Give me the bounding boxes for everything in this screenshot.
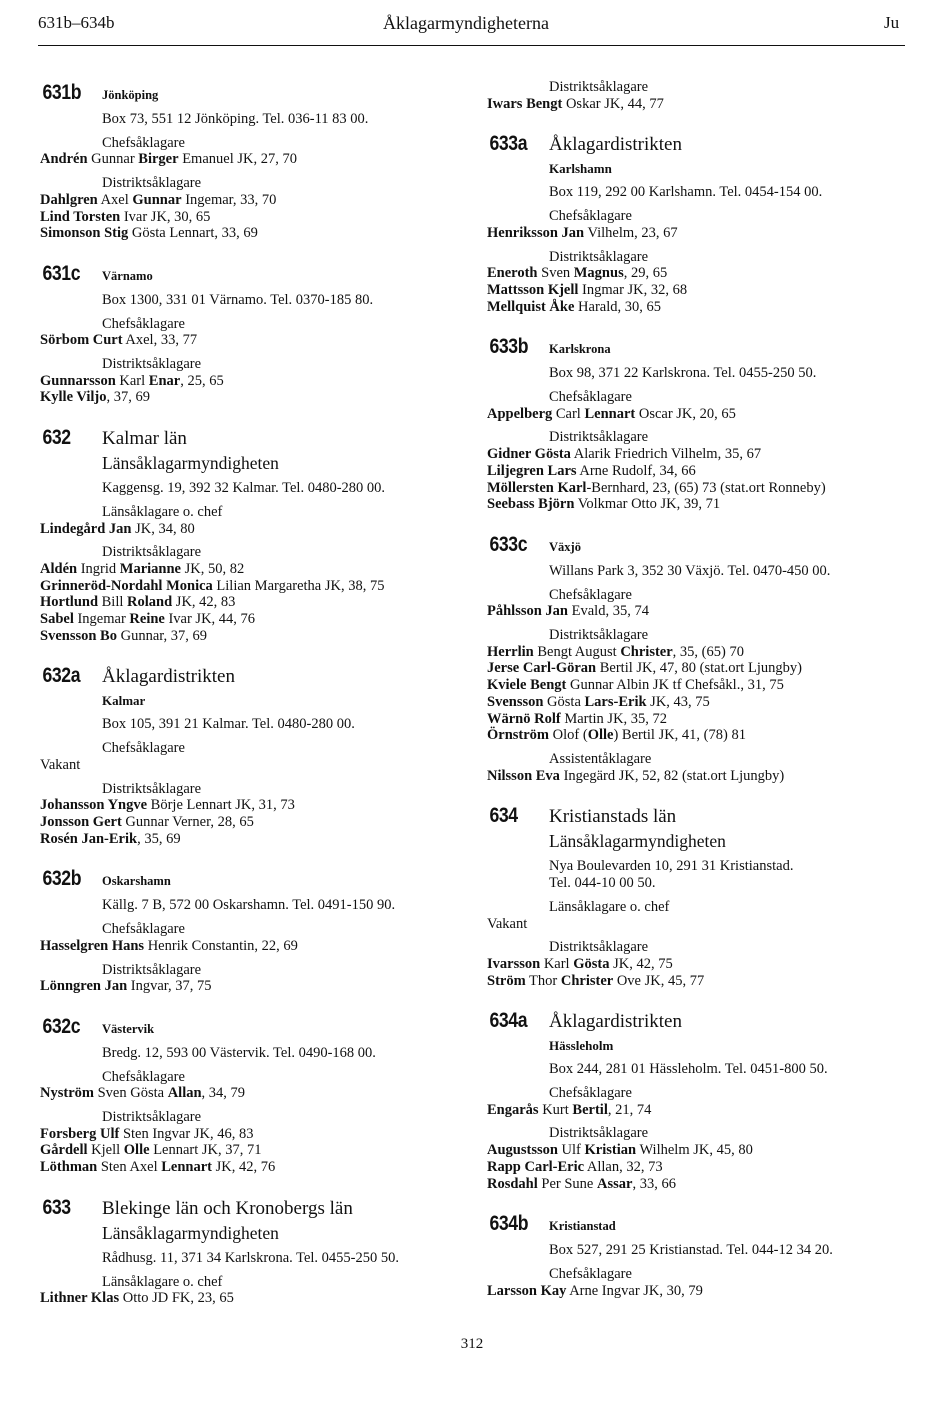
section-title: Åklagardistrikten (102, 666, 235, 688)
person-entry (487, 1283, 907, 1300)
name-bold: Dahlgren (40, 191, 98, 208)
name-regular: Börje Lennart JK, 31, 73 (147, 797, 295, 814)
name-bold: Christer (560, 972, 614, 989)
name-bold: Augustsson (487, 1142, 558, 1159)
name-regular: Oskar JK, 44, 77 (562, 95, 664, 112)
name-regular: Thor (525, 972, 561, 989)
name-regular: Henrik Constantin, 22, 69 (144, 937, 298, 954)
name-regular: Ingegärd JK, 52, 82 (stat.ort Ljungby) (559, 767, 785, 784)
address: Box 1300, 331 01 Värnamo. Tel. 0370-185 80. (102, 291, 374, 308)
name-regular: Olof ( (549, 727, 588, 744)
name-regular: , 35, (65) 70 (672, 643, 744, 660)
person-entry (40, 192, 460, 209)
person-entry (40, 151, 460, 168)
name-regular: Gunnar, 37, 69 (116, 627, 207, 644)
name-bold: Roland (127, 594, 173, 611)
name-regular: Ulf (557, 1142, 585, 1159)
role-title: Distriktsåklagare (102, 1109, 202, 1126)
name-bold: Magnus (573, 265, 624, 282)
section-heading (487, 1009, 907, 1033)
name-regular: JK, 50, 82 (180, 560, 245, 577)
name-bold: Sabel (40, 611, 74, 628)
name-bold: Lind Torsten (40, 208, 121, 225)
name-bold: Svensson (487, 693, 544, 710)
person-entry (487, 225, 907, 242)
name-bold: Svensson Bo (40, 627, 117, 644)
person-entry (40, 628, 460, 645)
section-title: Västervik (102, 1021, 155, 1036)
name-bold: Wärnö Rolf (487, 710, 561, 727)
name-regular: Gunnar (87, 151, 139, 168)
section-title: Åklagardistrikten (549, 1011, 682, 1033)
name-regular: Per Sune (537, 1175, 597, 1192)
name-bold: Lönngren Jan (40, 978, 128, 995)
section-number: 632 (42, 426, 71, 450)
person-entry (40, 938, 460, 955)
person-entry (487, 644, 907, 661)
address-continued: Tel. 044-10 00 50. (549, 875, 656, 892)
section-number: 634b (489, 1212, 529, 1236)
name-bold: Olle (587, 727, 614, 744)
role-title: Distriktsåklagare (102, 544, 202, 561)
section-heading (40, 426, 460, 450)
role-title: Distriktsåklagare (549, 1125, 649, 1142)
role-title: Distriktsåklagare (102, 175, 202, 192)
role-title: Chefsåklagare (102, 921, 185, 938)
address: Källg. 7 B, 572 00 Oskarshamn. Tel. 0491-150 90. (102, 897, 396, 914)
section-heading (40, 1015, 460, 1039)
name-regular: -Bernhard, 23, (65) 73 (stat.ort Ronneby) (586, 479, 826, 496)
name-bold: Påhlsson Jan (487, 603, 568, 620)
person-entry (487, 1176, 907, 1193)
name-bold: Eneroth (487, 265, 538, 282)
section-number: 633 (42, 1195, 71, 1219)
address: Box 105, 391 21 Kalmar. Tel. 0480-280 00. (102, 716, 355, 733)
name-regular: Sten Ingvar JK, 46, 83 (119, 1125, 254, 1142)
name-regular: Gunnar Albin JK tf Chefsåkl., 31, 75 (566, 677, 784, 694)
person-entry (487, 768, 907, 785)
name-regular: Otto JD FK, 23, 65 (119, 1290, 234, 1307)
name-bold: Gösta (573, 955, 610, 972)
name-bold: Gunnarsson (40, 372, 116, 389)
role-title: Chefsåklagare (102, 134, 185, 151)
name-regular: Ingrid (77, 560, 120, 577)
name-bold: Forsberg Ulf (40, 1125, 120, 1142)
role-title: Chefsåklagare (102, 740, 185, 757)
role-title: Distriktsåklagare (102, 961, 202, 978)
section-heading (487, 132, 907, 156)
person-entry (40, 332, 460, 349)
role-title: Länsåklagare o. chef (102, 503, 223, 520)
name-regular: ) Bertil JK, 41, (78) 81 (613, 727, 746, 744)
person-entry (487, 603, 907, 620)
person-entry (40, 1085, 460, 1102)
name-bold: Herrlin (487, 643, 534, 660)
address: Box 527, 291 25 Kristianstad. Tel. 044-12 34 20. (549, 1242, 833, 1259)
name-bold: Jonsson Gert (40, 813, 122, 830)
address: Box 119, 292 00 Karlshamn. Tel. 0454-154 00. (549, 184, 823, 201)
name-regular: , 34, 79 (201, 1085, 246, 1102)
role-title: Chefsåklagare (102, 315, 185, 332)
name-regular: Allan, 32, 73 (584, 1158, 663, 1175)
name-bold: Lithner Klas (40, 1290, 120, 1307)
person-entry (487, 711, 907, 728)
person-entry (487, 282, 907, 299)
role-title: Länsåklagare o. chef (102, 1273, 223, 1290)
role-title: Distriktsåklagare (549, 627, 649, 644)
name-regular: Sten Axel (97, 1159, 162, 1176)
name-regular: Ivar JK, 30, 65 (120, 208, 211, 225)
role-title: Distriktsåklagare (549, 79, 649, 95)
address: Willans Park 3, 352 30 Växjö. Tel. 0470-450 00. (549, 562, 831, 579)
name-regular: Axel, 33, 77 (122, 332, 198, 349)
name-regular: Axel (97, 191, 133, 208)
section-number: 631b (42, 81, 82, 104)
name-bold: Nyström (40, 1085, 94, 1102)
name-regular: Volkmar Otto JK, 39, 71 (574, 496, 721, 513)
name-regular: Karl (115, 372, 149, 389)
section-number: 632b (42, 867, 82, 891)
name-regular: JK, 42, 76 (212, 1159, 276, 1176)
role-title: Distriktsåklagare (549, 429, 649, 446)
name-bold: Engarås (487, 1101, 539, 1118)
person-entry (487, 727, 907, 744)
person-entry (40, 797, 460, 814)
address: Bredg. 12, 593 00 Västervik. Tel. 0490-168 00. (102, 1044, 376, 1061)
running-head-title: Åklagarmyndigheterna (383, 13, 549, 33)
name-regular: Arne Rudolf, 34, 66 (576, 462, 696, 479)
name-bold: Olle (123, 1142, 150, 1159)
name-bold: Appelberg (487, 405, 553, 422)
name-regular: , 21, 74 (607, 1101, 652, 1118)
name-regular: Carl (552, 405, 585, 422)
name-regular: Evald, 35, 74 (568, 603, 649, 620)
column-left (40, 81, 460, 1307)
person-entry (487, 973, 907, 990)
name-regular: Kjell (87, 1142, 124, 1159)
name-bold: Assar (597, 1175, 633, 1192)
vacancy-note: Vakant (40, 756, 81, 773)
district-name: Hässleholm (549, 1038, 614, 1054)
section-title: Oskarshamn (102, 874, 171, 889)
name-bold: Andrén (40, 151, 88, 168)
name-bold: Möllersten Karl (487, 479, 587, 496)
name-bold: Gidner Gösta (487, 446, 571, 463)
section-heading (40, 867, 460, 891)
name-bold: Birger (138, 151, 179, 168)
name-regular: , 29, 65 (623, 265, 668, 282)
name-bold: Sörbom Curt (40, 332, 123, 349)
person-entry (487, 1102, 907, 1119)
section-heading (487, 804, 907, 828)
name-regular: , 37, 69 (106, 389, 150, 406)
address: Box 73, 551 12 Jönköping. Tel. 036-11 83 00. (102, 111, 369, 127)
person-entry (40, 1159, 460, 1176)
agency-name: Länsåklagarmyndigheten (102, 1222, 279, 1243)
address: Kaggensg. 19, 392 32 Kalmar. Tel. 0480-280 00. (102, 480, 386, 497)
name-bold: Mellquist Åke (487, 298, 575, 315)
running-head-range: 631b–634b (38, 13, 115, 32)
name-bold: Seebass Björn (487, 496, 575, 513)
name-regular: Bill (98, 594, 128, 611)
name-regular: Gösta Lennart, 33, 69 (128, 225, 258, 242)
name-bold: Iwars Bengt (487, 95, 563, 112)
person-entry (487, 463, 907, 480)
name-bold: Bertil (572, 1101, 608, 1118)
name-regular: Ingemar, 33, 70 (181, 191, 277, 208)
name-bold: Gårdell (40, 1142, 88, 1159)
name-bold: Lars-Erik (584, 693, 647, 710)
name-bold: Grinneröd-Nordahl Monica (40, 577, 213, 594)
name-regular: Oscar JK, 20, 65 (635, 405, 736, 422)
district-name: Kalmar (102, 693, 146, 709)
section-heading (40, 262, 460, 286)
name-regular: Martin JK, 35, 72 (560, 710, 668, 727)
name-bold: Johansson Yngve (40, 797, 148, 814)
person-entry (487, 1142, 907, 1159)
name-regular: Ingemar (73, 611, 130, 628)
section-title: Karlskrona (549, 342, 611, 357)
name-regular: , 33, 66 (632, 1175, 676, 1192)
agency-name: Länsåklagarmyndigheten (549, 831, 726, 852)
name-regular: Gunnar Verner, 28, 65 (121, 813, 254, 830)
name-bold: Jerse Carl-Göran (487, 660, 597, 677)
section-heading (40, 81, 460, 105)
name-bold: Henriksson Jan (487, 224, 585, 241)
running-head-section: Ju (884, 13, 900, 32)
person-entry (40, 209, 460, 226)
section-heading (487, 335, 907, 359)
name-regular: Sven (537, 265, 574, 282)
name-regular: JK, 43, 75 (646, 693, 710, 710)
person-entry (487, 299, 907, 316)
address: Box 244, 281 01 Hässleholm. Tel. 0451-800 50. (549, 1061, 828, 1078)
person-entry (40, 814, 460, 831)
section-number: 633a (489, 132, 528, 156)
page-number: 312 (460, 1336, 484, 1352)
person-entry (40, 561, 460, 578)
name-bold: Gunnar (132, 191, 182, 208)
person-entry (487, 406, 907, 423)
section-title: Kalmar län (102, 428, 187, 450)
name-bold: Liljegren Lars (487, 462, 577, 479)
name-regular: JK, 42, 83 (172, 594, 236, 611)
name-bold: Kristian (584, 1142, 637, 1159)
name-bold: Lennart (161, 1159, 213, 1176)
name-regular: Harald, 30, 65 (574, 298, 661, 315)
section-number: 632a (42, 664, 81, 688)
name-regular: Bertil JK, 47, 80 (stat.ort Ljungby) (596, 660, 802, 677)
name-bold: Lennart (584, 405, 636, 422)
name-regular: Vilhelm, 23, 67 (584, 224, 678, 241)
name-bold: Rapp Carl-Eric (487, 1158, 585, 1175)
name-regular: Kurt (538, 1101, 573, 1118)
section-title: Värnamo (102, 268, 153, 283)
name-regular: Karl (540, 955, 574, 972)
person-entry (487, 660, 907, 677)
role-title: Distriktsåklagare (549, 939, 649, 956)
name-regular: Lennart JK, 37, 71 (149, 1142, 262, 1159)
address: Box 98, 371 22 Karlskrona. Tel. 0455-250 50. (549, 365, 817, 382)
name-regular: , 35, 69 (137, 830, 181, 847)
person-entry (40, 1126, 460, 1143)
person-entry (40, 611, 460, 628)
name-regular: Ingmar JK, 32, 68 (578, 281, 688, 298)
name-bold: Rosdahl (487, 1175, 538, 1192)
section-heading (487, 1212, 907, 1236)
person-entry (487, 677, 907, 694)
role-title: Chefsåklagare (549, 1265, 632, 1282)
name-bold: Hortlund (40, 594, 99, 611)
name-regular: JK, 34, 80 (131, 520, 195, 537)
name-bold: Aldén (40, 560, 78, 577)
name-regular: Lilian Margaretha JK, 38, 75 (212, 577, 385, 594)
role-title: Distriktsåklagare (102, 780, 202, 797)
role-title: Distriktsåklagare (102, 356, 202, 373)
name-regular: JK, 42, 75 (609, 955, 673, 972)
person-entry (40, 578, 460, 595)
person-entry (40, 373, 460, 390)
name-bold: Hasselgren Hans (40, 937, 145, 954)
person-entry (487, 480, 907, 497)
section-title: Blekinge län och Kronobergs län (102, 1197, 353, 1219)
section-number: 632c (42, 1014, 81, 1038)
vacancy-note: Vakant (487, 915, 528, 932)
person-entry (487, 496, 907, 513)
person-entry (40, 389, 460, 406)
section-heading (40, 1196, 460, 1220)
name-regular: Bengt August (533, 643, 621, 660)
name-regular: Alarik Friedrich Vilhelm, 35, 67 (570, 446, 762, 463)
name-regular: Ivar JK, 44, 76 (164, 611, 256, 628)
name-bold: Reine (129, 611, 165, 628)
name-bold: Lindegård Jan (40, 520, 132, 537)
role-title: Länsåklagare o. chef (549, 898, 670, 915)
person-entry (487, 956, 907, 973)
section-number: 633c (489, 532, 528, 556)
name-bold: Enar (148, 372, 181, 389)
person-entry (40, 594, 460, 611)
address: Rådhusg. 11, 371 34 Karlskrona. Tel. 0455-250 50. (102, 1249, 400, 1266)
role-title: Chefsåklagare (102, 1068, 185, 1085)
section-title: Kristianstads län (549, 806, 677, 828)
section-number: 631c (42, 261, 81, 285)
section-number: 633b (489, 335, 529, 359)
agency-name: Länsåklagarmyndigheten (102, 453, 279, 474)
person-entry (487, 265, 907, 282)
name-regular: Gösta (543, 693, 585, 710)
section-heading (40, 664, 460, 688)
role-title: Distriktsåklagare (549, 248, 649, 265)
person-entry (487, 96, 907, 113)
address: Nya Boulevarden 10, 291 31 Kristianstad. (549, 858, 794, 875)
role-title: Chefsåklagare (549, 586, 632, 603)
person-entry (40, 1290, 460, 1307)
name-bold: Simonson Stig (40, 225, 129, 242)
section-title: Kristianstad (549, 1219, 616, 1234)
name-bold: Kylle Viljo (40, 389, 107, 406)
section-title: Åklagardistrikten (549, 134, 682, 156)
name-bold: Kviele Bengt (487, 677, 567, 694)
name-regular: Ingvar, 37, 75 (127, 978, 212, 995)
name-bold: Ivarsson (487, 955, 541, 972)
name-regular: Arne Ingvar JK, 30, 79 (566, 1282, 703, 1299)
person-entry (487, 694, 907, 711)
name-bold: Nilsson Eva (487, 767, 560, 784)
person-entry (487, 446, 907, 463)
name-bold: Mattsson Kjell (487, 281, 579, 298)
section-heading (487, 533, 907, 557)
section-number: 634 (489, 804, 518, 828)
section-title: Jönköping (102, 88, 159, 102)
name-regular: , 25, 65 (180, 372, 224, 389)
person-entry (487, 1159, 907, 1176)
name-bold: Örnström (487, 727, 550, 744)
name-regular: Emanuel JK, 27, 70 (178, 151, 297, 168)
district-name: Karlshamn (549, 161, 612, 177)
name-bold: Rosén Jan-Erik (40, 830, 138, 847)
name-bold: Ström (487, 972, 526, 989)
person-entry (40, 978, 460, 995)
name-bold: Marianne (119, 560, 181, 577)
role-title: Assistentåklagare (549, 750, 652, 767)
role-title: Chefsåklagare (549, 208, 632, 225)
name-bold: Christer (620, 643, 673, 660)
person-entry (40, 225, 460, 242)
name-regular: Ove JK, 45, 77 (613, 972, 705, 989)
column-right (487, 79, 907, 1299)
name-regular: Sven Gösta (93, 1085, 168, 1102)
name-bold: Larsson Kay (487, 1282, 567, 1299)
role-title: Chefsåklagare (549, 1085, 632, 1102)
name-regular: Wilhelm JK, 45, 80 (636, 1142, 753, 1159)
person-entry (40, 1142, 460, 1159)
section-number: 634a (489, 1009, 528, 1033)
header-rule (38, 45, 905, 46)
name-bold: Löthman (40, 1159, 98, 1176)
person-entry (40, 831, 460, 848)
role-title: Chefsåklagare (549, 389, 632, 406)
person-entry (40, 521, 460, 538)
name-bold: Allan (167, 1085, 202, 1102)
section-title: Växjö (549, 539, 581, 554)
